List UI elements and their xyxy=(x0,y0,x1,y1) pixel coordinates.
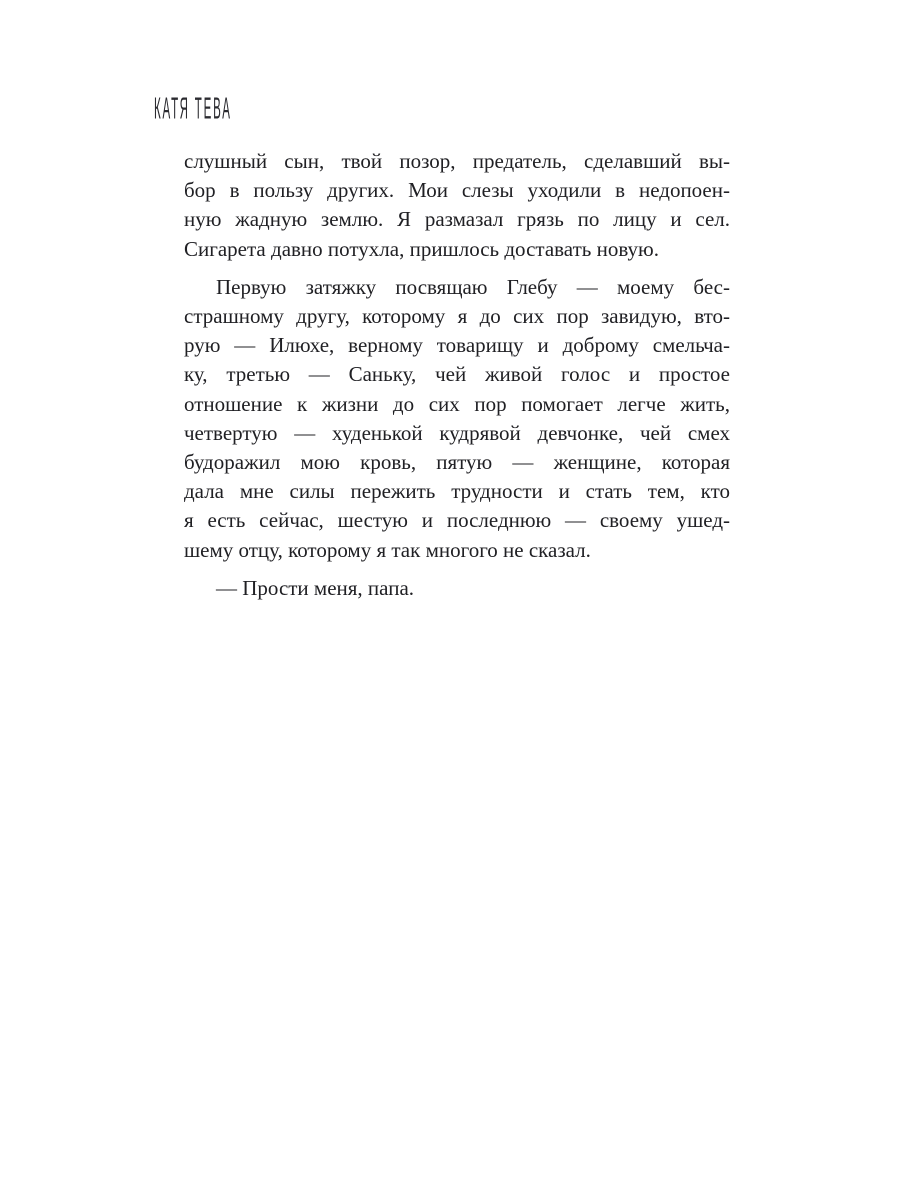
text-line: отношение к жизни до сих пор помогает легче жить, xyxy=(184,391,730,416)
text-line: рую — Илюхе, верному товарищу и доброму смельча- xyxy=(184,333,730,358)
text-line: шему отцу, которому я так многого не сказал. xyxy=(184,537,591,562)
text-line: четвертую — худенькой кудрявой девчонке, чей смех xyxy=(184,420,730,445)
text-line: слушный сын, твой позор, предатель, сделавший вы- xyxy=(184,149,730,173)
text-line: Сигарета давно потухла, пришлось доставать новую. xyxy=(184,236,659,261)
text-line: ку, третью — Саньку, чей живой голос и простое xyxy=(184,362,730,387)
running-header: КАТЯ ТЕВА xyxy=(154,94,232,127)
text-line: бор в пользу других. Мои слезы уходили в недопоен- xyxy=(184,178,730,203)
text-block xyxy=(184,147,730,603)
text-line: — Прости меня, папа. xyxy=(216,575,415,600)
text-line: будоражил мою кровь, пятую — женщине, которая xyxy=(184,450,730,475)
text-line: Первую затяжку посвящаю Глебу — моему бес- xyxy=(216,274,730,299)
text-line: страшному другу, которому я до сих пор завидую, вто- xyxy=(184,304,730,329)
paragraph xyxy=(184,147,730,264)
paragraph xyxy=(184,574,730,603)
text-line: ную жадную землю. Я размазал грязь по лицу и сел. xyxy=(184,207,730,232)
text-line: дала мне силы пережить трудности и стать тем, кто xyxy=(184,479,730,504)
paragraph xyxy=(184,273,730,565)
text-line: я есть сейчас, шестую и последнюю — своему ушед- xyxy=(184,508,730,533)
